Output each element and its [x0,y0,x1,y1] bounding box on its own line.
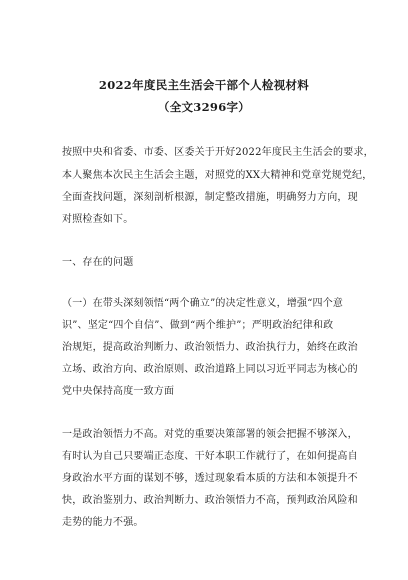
subsection-line: （一）在带头深刻领悟“两个确立”的决定性意义，增强“四个意 [62,298,344,309]
intro-line: 本人聚焦本次民主生活会主题，对照党的XX大精神和党章党规党纪， [62,170,373,181]
subsection-line: 党中央保持高度一致方面 [62,386,175,397]
subsection-line: 治规矩，提高政治判断力、政治领悟力、政治执行力，始终在政治 [62,342,358,353]
section-heading: 一、存在的问题 [62,257,134,268]
document-subtitle: （全文3296字） [157,100,251,114]
intro-line: 按照中央和省委、市委、区委关于开好2022年度民主生活会的要求， [62,147,374,158]
paragraph-line: 走势的能力不强。 [62,517,144,528]
intro-line: 全面查找问题，深刻剖析根源，制定整改措施，明确努力方向，现 [62,192,358,203]
document-title: 2022年度民主生活会干部个人检视材料 [98,78,310,92]
paragraph-line: 有时认为自己只要端正态度、干好本职工作就行了，在如何提高自 [62,451,358,462]
intro-line: 对照检查如下。 [62,214,134,225]
paragraph-line: 身政治水平方面的谋划不够，透过现象看本质的方法和本领提升不 [62,473,358,484]
subsection-line: 立场、政治方向、政治原则、政治道路上同以习近平同志为核心的 [62,364,358,375]
subsection-line: 识”、坚定“四个自信”、做到“两个维护”；严明政治纪律和政 [62,320,334,331]
paragraph-line: 快，政治鉴别力、政治判断力、政治领悟力不高，预判政治风险和 [62,495,358,506]
paragraph-line: 一是政治领悟力不高。对党的重要决策部署的领会把握不够深入， [62,429,358,440]
